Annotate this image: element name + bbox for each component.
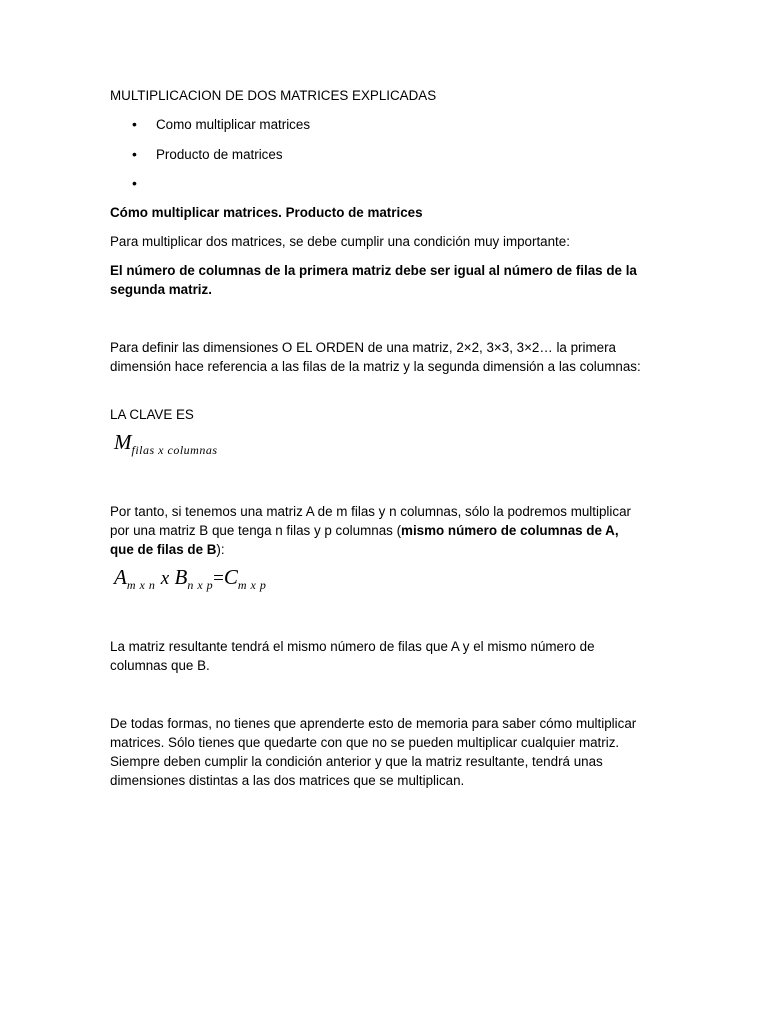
paragraph-condition: Para multiplicar dos matrices, se debe cumplir una condición muy importante: (110, 234, 570, 249)
section-heading: Cómo multiplicar matrices. Producto de matrices (110, 205, 423, 220)
bullet-icon: • (132, 146, 137, 162)
document-title: MULTIPLICACION DE DOS MATRICES EXPLICADAS (110, 88, 437, 103)
formula-product: Am x n x Bn x p=Cm x p (114, 565, 267, 592)
bullet-icon: • (132, 175, 137, 191)
formula-order: Mfilas x columnas (114, 430, 218, 457)
paragraph-memory: De todas formas, no tienes que aprenderte esto de memoria para saber cómo multiplicar matrices. Sólo tienes que quedarte con que no se pueden multiplicar cualquier matriz. Siempre deben cumplir la condición anterior y que la matriz resultante, tendrá unas dimensiones distintas a las dos matrices que se multiplican. (110, 716, 637, 788)
paragraph-example: Por tanto, si tenemos una matriz A de m filas y n columnas, sólo la podremos multiplicar por una matriz B que tenga n filas y p columnas (mismo número de columnas de A, que de filas de B): (110, 504, 631, 557)
paragraph-result: La matriz resultante tendrá el mismo número de filas que A y el mismo número de columnas que B. (110, 639, 595, 673)
clave-label: LA CLAVE ES (110, 407, 194, 422)
paragraph-rule: El número de columnas de la primera matriz debe ser igual al número de filas de la segunda matriz. (110, 263, 637, 297)
bullet-icon: • (132, 116, 137, 132)
paragraph-dimensions: Para definir las dimensiones O EL ORDEN de una matriz, 2×2, 3×3, 3×2… la primera dimensión hace referencia a las filas de la matriz y la segunda dimensión a las columnas: (110, 340, 641, 374)
